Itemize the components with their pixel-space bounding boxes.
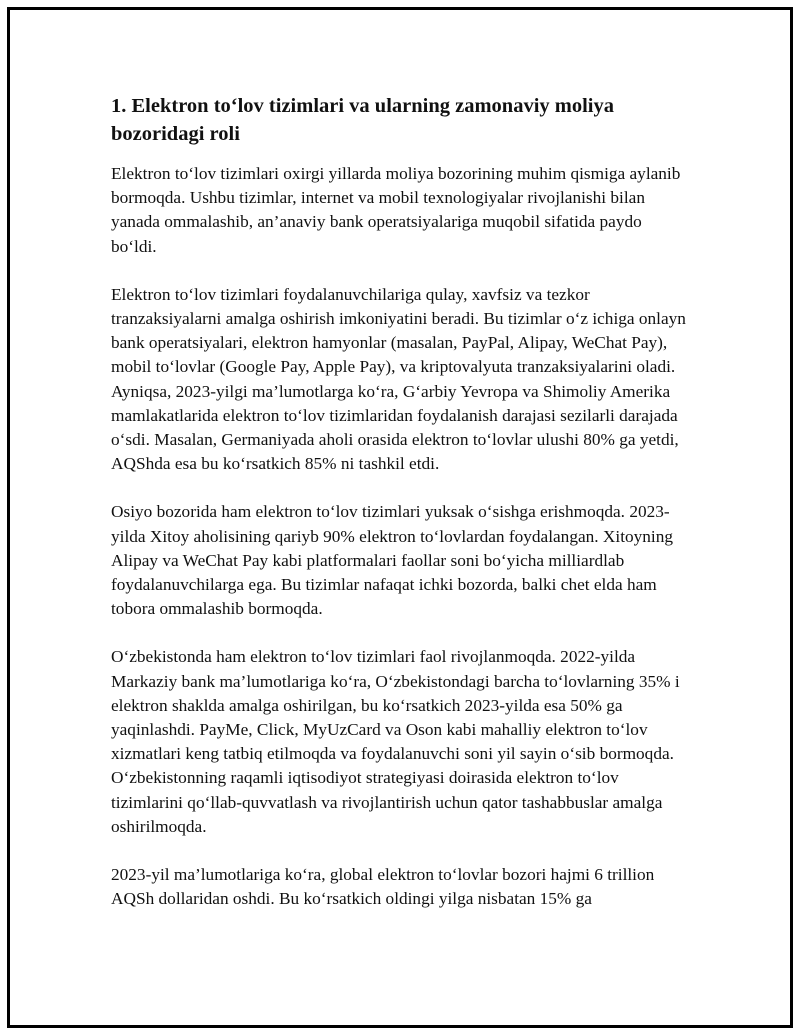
paragraph-uzbekistan: O‘zbekistonda ham elektron to‘lov tizimlari faol rivojlanmoqda. 2022-yilda Markaziy bank ma’lumotlariga ko‘ra, O‘zbekistondagi barcha to‘lovlarning 35% i elektron shaklda amalga oshirilgan, bu ko‘rsatkich 2023-yilda esa 50% ga yaqinlashdi. PayMe, Click, MyUzCard va Oson kabi mahalliy elektron to‘lov xizmatlari keng tatbiq etilmoqda va foydalanuvchi soni yil sayin o‘sib bormoqda. O‘zbekistonning raqamli iqtisodiyot strategiyasi doirasida elektron to‘lov tizimlarini qo‘llab-quvvatlash va rivojlantirish uchun qator tashabbuslar amalga oshirilmoqda.: [111, 647, 680, 836]
paragraph-intro: Elektron to‘lov tizimlari oxirgi yillarda moliya bozorining muhim qismiga aylanib bormoqda. Ushbu tizimlar, internet va mobil texnologiyalar rivojlanishi bilan yanada ommalashib, an’anaviy bank operatsiyalariga muqobil sifatida paydo bo‘ldi.: [111, 164, 681, 256]
document-body: [111, 92, 691, 935]
section-heading: 1. Elektron to‘lov tizimlari va ularning zamonaviy moliya bozoridagi roli: [111, 95, 614, 145]
paragraph-benefits: Elektron to‘lov tizimlari foydalanuvchilariga qulay, xavfsiz va tezkor tranzaksiyalarni amalga oshirish imkoniyatini beradi. Bu tizimlar o‘z ichiga onlayn bank operatsiyalari, elektron hamyonlar (masalan, PayPal, Alipay, WeChat Pay), mobil to‘lovlar (Google Pay, Apple Pay), va kriptovalyuta tranzaksiyalarini oladi. Ayniqsa, 2023-yilgi ma’lumotlarga ko‘ra, G‘arbiy Yevropa va Shimoliy Amerika mamlakatlarida elektron to‘lov tizimlaridan foydalanish darajasi sezilarli darajada o‘sdi. Masalan, Germaniyada aholi orasida elektron to‘lovlar ulushi 80% ga yetdi, AQShda esa bu ko‘rsatkich 85% ni tashkil etdi.: [111, 284, 686, 474]
paragraph-asia: Osiyo bozorida ham elektron to‘lov tizimlari yuksak o‘sishga erishmoqda. 2023-yilda Xitoy aholisining qariyb 90% elektron to‘lovlardan foydalangan. Xitoyning Alipay va WeChat Pay kabi platformalari faollar soni bo‘yicha milliardlab foydalanuvchilarga ega. Bu tizimlar nafaqat ichki bozorda, balki chet elda ham tobora ommalashib bormoqda.: [111, 502, 674, 619]
paragraph-global: 2023-yil ma’lumotlariga ko‘ra, global elektron to‘lovlar bozori hajmi 6 trillion AQSh dollaridan oshdi. Bu ko‘rsatkich oldingi yilga nisbatan 15% ga: [111, 865, 655, 909]
